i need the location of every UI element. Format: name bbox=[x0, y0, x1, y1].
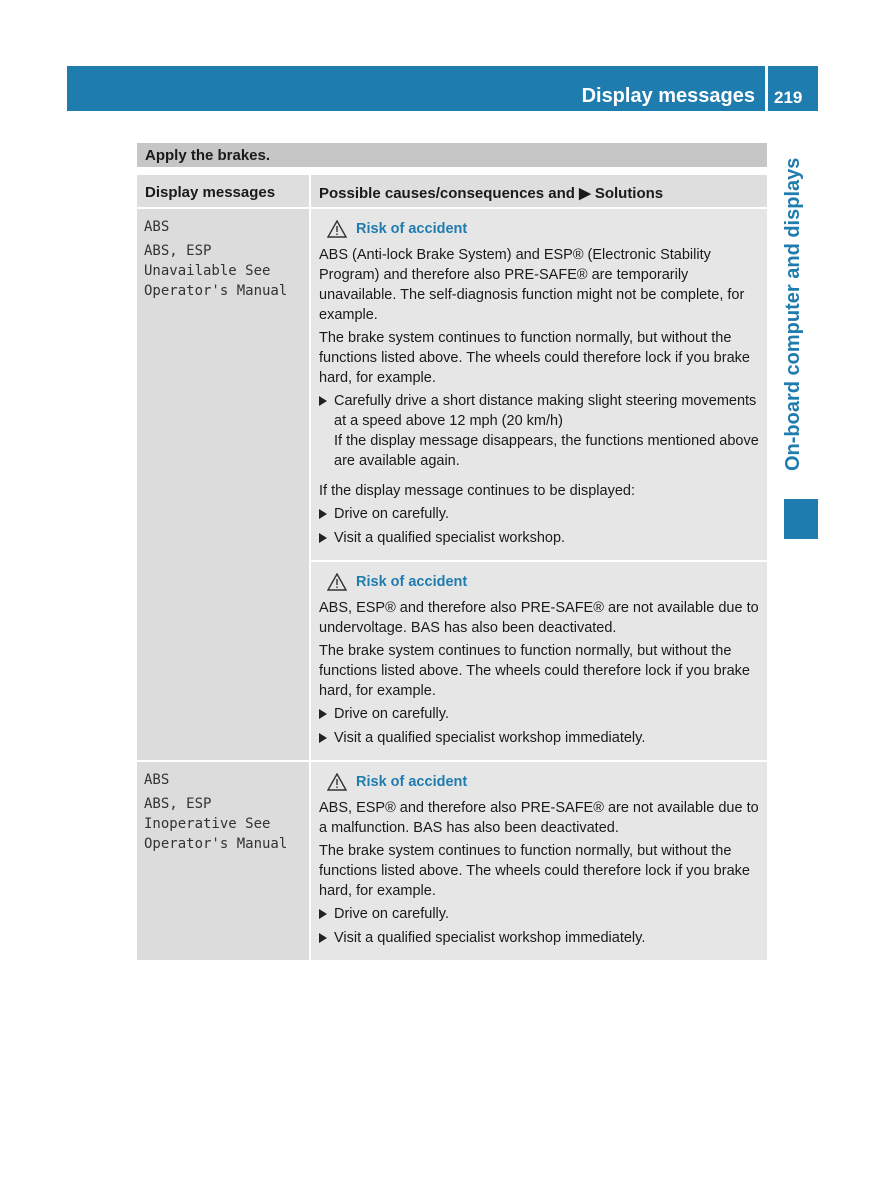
table-row bbox=[137, 207, 767, 760]
action-bullet: Visit a qualified specialist workshop immediately. bbox=[319, 928, 761, 948]
chapter-tab-label: On-board computer and displays bbox=[782, 158, 804, 472]
column-header-causes: Possible causes/consequences and ▶ Solutions bbox=[309, 175, 767, 207]
display-message-line: ABS, ESP bbox=[144, 796, 212, 812]
display-message-line: ABS, ESP bbox=[144, 243, 212, 259]
display-message-cell bbox=[137, 762, 309, 960]
column-header-messages: Display messages bbox=[145, 184, 276, 201]
risk-heading bbox=[327, 572, 761, 592]
page-number: 219 bbox=[774, 88, 803, 107]
warning-triangle-icon bbox=[327, 773, 347, 791]
display-message-line: ABS bbox=[144, 219, 170, 235]
warning-triangle-icon bbox=[327, 220, 347, 238]
warning-block bbox=[311, 762, 767, 960]
paragraph: The brake system continues to function normally, but without the functions listed above. The wheels could therefore lock if you brake hard, for example. bbox=[319, 330, 750, 386]
action-text: Carefully drive a short distance making slight steering movements at a speed above 12 mph (20 km/h) bbox=[334, 393, 757, 429]
display-message-cell bbox=[137, 209, 309, 760]
action-bullet: Drive on carefully. bbox=[319, 504, 761, 524]
action-bullet: Visit a qualified specialist workshop immediately. bbox=[319, 728, 761, 748]
action-bullet: Visit a qualified specialist workshop. bbox=[319, 528, 761, 548]
chapter-tab-marker bbox=[784, 499, 818, 539]
causes-cell bbox=[309, 209, 767, 760]
causes-cell bbox=[309, 762, 767, 960]
display-message-line: ABS bbox=[144, 772, 170, 788]
table-header bbox=[137, 175, 767, 207]
risk-label: Risk of accident bbox=[356, 774, 468, 790]
display-message-line: Unavailable See bbox=[144, 263, 271, 279]
paragraph: ABS (Anti-lock Brake System) and ESP® (Electronic Stability Program) and therefore also PRE-SAFE® are temporarily unavailable. The self-diagnosis function might not be complete, for example. bbox=[319, 247, 745, 323]
risk-label: Risk of accident bbox=[356, 221, 468, 237]
paragraph: ABS, ESP® and therefore also PRE-SAFE® are not available due to undervoltage. BAS has also been deactivated. bbox=[319, 600, 759, 636]
risk-heading bbox=[327, 219, 761, 239]
section-title: Apply the brakes. bbox=[137, 143, 767, 167]
display-message-line: Operator's Manual bbox=[144, 283, 288, 299]
warning-triangle-icon bbox=[327, 573, 347, 591]
action-bullet: Drive on carefully. bbox=[319, 904, 761, 924]
display-message-line: Operator's Manual bbox=[144, 836, 288, 852]
message-table bbox=[137, 143, 767, 960]
paragraph: The brake system continues to function normally, but without the functions listed above. The wheels could therefore lock if you brake hard, for example. bbox=[319, 843, 750, 899]
risk-label: Risk of accident bbox=[356, 574, 468, 590]
paragraph: If the display message continues to be displayed: bbox=[319, 483, 635, 499]
display-message-line: Inoperative See bbox=[144, 816, 271, 832]
action-bullet bbox=[319, 391, 761, 471]
warning-block bbox=[311, 209, 767, 560]
paragraph: The brake system continues to function normally, but without the functions listed above. The wheels could therefore lock if you brake hard, for example. bbox=[319, 643, 750, 699]
paragraph: ABS, ESP® and therefore also PRE-SAFE® are not available due to a malfunction. BAS has also been deactivated. bbox=[319, 800, 759, 836]
risk-heading bbox=[327, 772, 761, 792]
action-note: If the display message disappears, the functions mentioned above are available again. bbox=[334, 433, 759, 469]
page-number-box bbox=[768, 66, 818, 111]
warning-block bbox=[311, 560, 767, 760]
page-title: Display messages bbox=[581, 85, 755, 107]
table-row bbox=[137, 760, 767, 960]
action-bullet: Drive on carefully. bbox=[319, 704, 761, 724]
header-bar bbox=[67, 66, 765, 111]
